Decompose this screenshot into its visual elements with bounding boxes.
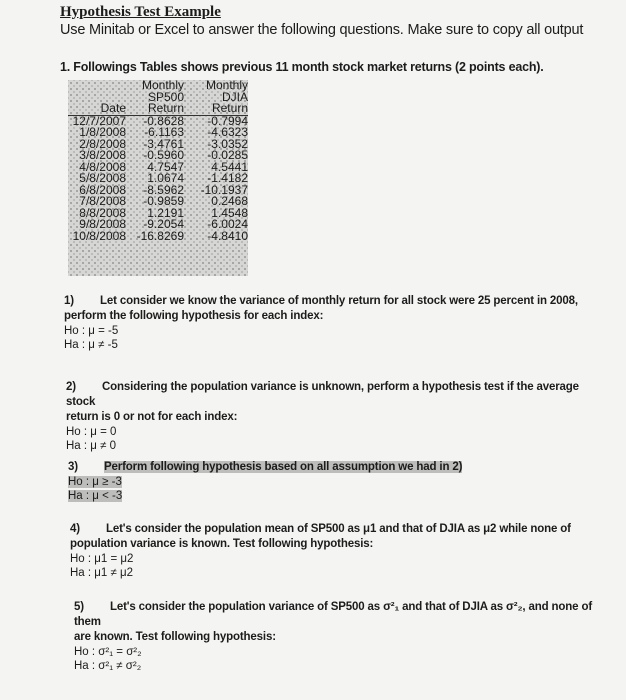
sp500-return-cell: -9.2054 <box>143 217 184 231</box>
question-part-4 <box>70 522 600 580</box>
djia-return-cell: -6.0024 <box>207 217 248 231</box>
date-cell: 7/8/2008 <box>79 194 126 208</box>
alternative-hypothesis <box>74 659 600 673</box>
header-date: Date <box>68 103 126 115</box>
part-text-line: are known. Test following hypothesis: <box>74 631 276 643</box>
date-cell: 4/8/2008 <box>79 159 126 174</box>
hypothesis-text: Ha : μ < -3 <box>68 490 123 502</box>
date-cell: 10/8/2008 <box>72 228 126 243</box>
sp500-return-cell: -6.1163 <box>144 125 184 139</box>
part-number: 1) <box>64 295 74 307</box>
hypothesis-text: Ho : μ = -5 <box>64 325 119 337</box>
hypothesis-text: Ho : μ = 0 <box>66 426 117 438</box>
alternative-hypothesis <box>68 489 600 503</box>
alternative-hypothesis <box>70 566 600 580</box>
part-number: 5) <box>74 601 84 613</box>
djia-return-cell: 0.2468 <box>211 194 248 208</box>
hypothesis-text: Ha : μ1 ≠ μ2 <box>70 567 134 579</box>
sp500-return-cell: -3.4761 <box>143 136 184 151</box>
part-text-line: Let consider we know the variance of monthly return for all stock were 25 percent in 2008, <box>100 295 578 307</box>
header-date-line1 <box>68 80 126 92</box>
part-number: 2) <box>66 381 76 393</box>
header-sp500-line2: SP500 <box>147 89 184 104</box>
table-row <box>68 231 248 243</box>
question-part-5 <box>74 600 600 673</box>
hypothesis-text: Ha : σ²₁ ≠ σ²₂ <box>74 660 142 672</box>
sp500-return-cell: -8.5962 <box>143 182 184 197</box>
djia-return-cell: -1.4182 <box>207 171 248 185</box>
sp500-return-cell: 4.7547 <box>147 159 184 174</box>
header-djia-return: Return <box>186 103 248 115</box>
header-djia-line2: DJIA <box>221 89 248 104</box>
part-number: 4) <box>70 523 80 535</box>
header-djia-line1: Monthly <box>205 78 248 92</box>
date-cell: 6/8/2008 <box>79 182 126 197</box>
date-cell: 1/8/2008 <box>79 125 126 139</box>
null-hypothesis <box>64 324 600 338</box>
part-heading <box>74 600 600 630</box>
djia-return-cell: 4.5441 <box>211 159 248 174</box>
question-part-1 <box>64 294 600 352</box>
header-sp500-line1: Monthly <box>141 78 184 92</box>
hypothesis-text: Ho : μ ≥ -3 <box>68 476 122 488</box>
djia-return-cell: -4.6323 <box>207 125 248 139</box>
null-hypothesis <box>66 425 600 439</box>
hypothesis-text: Ho : μ1 = μ2 <box>70 553 134 565</box>
alternative-hypothesis <box>64 338 600 352</box>
part-text-line: Let's consider the population mean of SP500 as μ1 and that of DJIA as μ2 while none of <box>106 523 571 535</box>
part-text-line: perform the following hypothesis for each index: <box>64 310 324 322</box>
hypothesis-text: Ha : μ ≠ 0 <box>66 440 117 452</box>
part-heading <box>64 294 600 309</box>
null-hypothesis <box>68 475 600 489</box>
date-cell: 2/8/2008 <box>79 136 126 151</box>
djia-return-cell: -10.1937 <box>200 182 248 197</box>
part-text-line: population variance is known. Test following hypothesis: <box>70 538 374 550</box>
part-number: 3) <box>68 461 78 473</box>
hypothesis-text: Ha : μ ≠ -5 <box>64 339 118 351</box>
part-heading <box>70 522 600 537</box>
document-title: Hypothesis Test Example <box>60 4 221 20</box>
null-hypothesis <box>70 552 600 566</box>
djia-return-cell: -3.0352 <box>207 136 248 151</box>
sp500-return-cell: -0.5960 <box>143 148 184 162</box>
stock-returns-table-region <box>68 80 248 276</box>
djia-return-cell: 1.4548 <box>211 205 248 220</box>
hypothesis-text: Ho : σ²₁ = σ²₂ <box>74 646 142 658</box>
intro-text: Use Minitab or Excel to answer the following questions. Make sure to copy all output <box>60 22 584 38</box>
header-sp500-return: Return <box>126 103 186 115</box>
sp500-return-cell: -16.8269 <box>136 228 184 243</box>
date-cell: 12/7/2007 <box>72 113 126 128</box>
part-text-line: Considering the population variance is unknown, perform a hypothesis test if the average stock <box>66 381 579 408</box>
sp500-return-cell: 1.0674 <box>147 171 184 185</box>
sp500-return-cell: -0.8628 <box>143 113 184 128</box>
djia-return-cell: -0.0285 <box>207 148 248 162</box>
null-hypothesis <box>74 645 600 659</box>
date-cell: 3/8/2008 <box>79 148 126 162</box>
date-cell: 5/8/2008 <box>79 171 126 185</box>
djia-return-cell: -0.7994 <box>207 113 248 128</box>
part-text-line: return is 0 or not for each index: <box>66 411 238 423</box>
djia-return-cell: -4.8410 <box>207 228 248 243</box>
part-text-line: Let's consider the population variance of SP500 as σ²₁ and that of DJIA as σ²₂, and none of them <box>74 601 593 628</box>
stock-returns-table <box>68 80 248 242</box>
alternative-hypothesis <box>66 439 600 453</box>
sp500-return-cell: -0.9859 <box>143 194 184 208</box>
date-cell: 9/8/2008 <box>79 217 126 231</box>
date-cell: 8/8/2008 <box>79 205 126 220</box>
part-heading <box>66 380 600 410</box>
question-1-text: 1. Followings Tables shows previous 11 month stock market returns (2 points each). <box>60 60 544 74</box>
sp500-return-cell: 1.2191 <box>147 205 184 220</box>
part-heading <box>68 460 600 475</box>
question-part-3 <box>68 460 600 503</box>
question-part-2 <box>66 380 600 453</box>
part-text-line: Perform following hypothesis based on all assumption we had in 2) <box>104 461 463 473</box>
